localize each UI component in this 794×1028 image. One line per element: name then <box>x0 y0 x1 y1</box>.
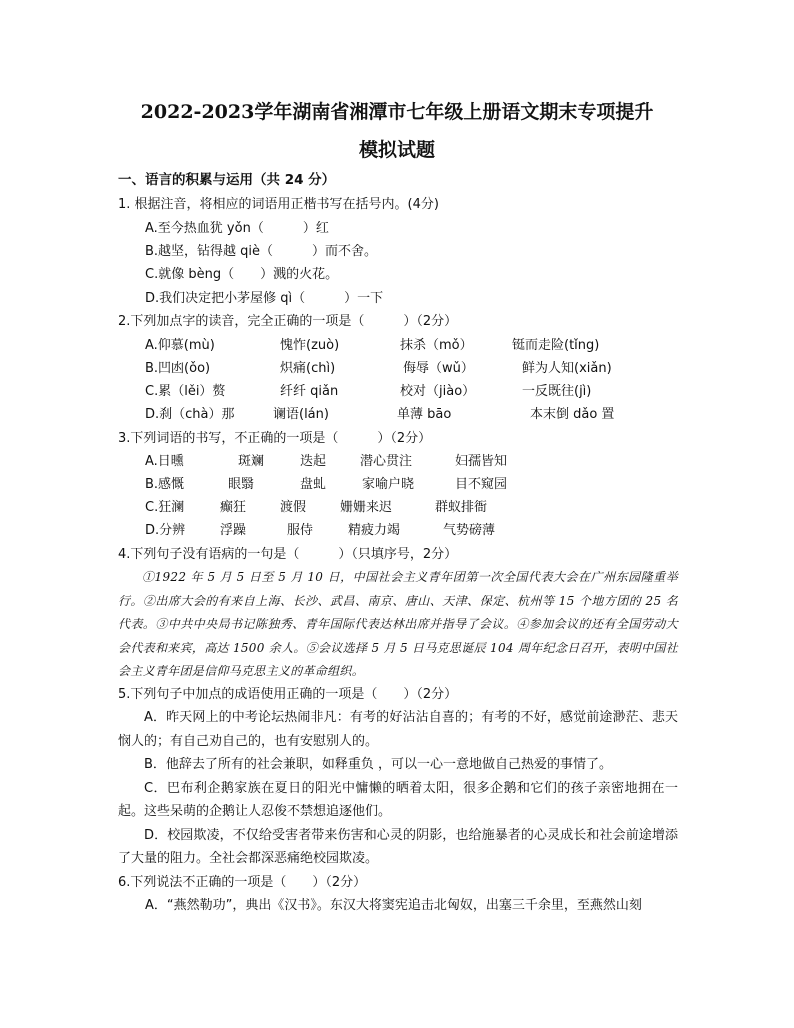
question-2-a-item-1: A.仰慕(mù) <box>145 338 215 353</box>
question-3-a-item-3: 迭起 <box>300 454 327 469</box>
question-3-b-item-1: B.感慨 <box>145 477 185 492</box>
question-3-a-item-2: 斑斓 <box>238 454 265 469</box>
question-3-stem: 3.下列词语的书写，不正确的一项是（ ）（2分） <box>118 431 432 446</box>
question-2-c-item-2: 纤纤 qiǎn <box>280 384 339 399</box>
question-4-stem: 4.下列句子没有语病的一句是（ ）（只填序号，2分） <box>118 547 458 562</box>
question-5-options <box>118 706 678 871</box>
question-2-d-item-1: D.刹（chà）那 <box>145 407 235 422</box>
page-subtitle: 模拟试题 <box>358 139 435 161</box>
question-5-option-a: A．昨天网上的中考论坛热闹非凡：有考的好沾沾自喜的；有考的不好，感觉前途渺茫、悲天悯人的；有自己劝自己的，也有安慰别人的。 <box>118 710 678 749</box>
question-2-b-item-2: 炽痛(chì) <box>280 361 336 376</box>
question-2-b-item-3: 侮辱（wǔ） <box>403 361 474 376</box>
question-5-option-c: C．巴布利企鹅家族在夏日的阳光中慵懒的晒着太阳，很多企鹅和它们的孩子亲密地拥在一起。这些呆萌的企鹅让人忍俊不禁想追逐他们。 <box>118 780 678 819</box>
question-4-passage-text: ①1922 年 5 月 5 日至 5 月 10 日，中国社会主义青年团第一次全国代表大会在广州东园隆重举行。②出席大会的有来自上海、长沙、武昌、南京、唐山、天津、保定、杭州等 15 个地方团的 25 名代表。③中共中央局书记陈独秀、青年国际代表达林出席并指导了会议。④参加会议的还有全国劳动大会代表和来宾，高达 1500 余人。⑤会议选择 5 月 5 日马克思诞辰 104 周年纪念日召开，表明中国社会主义青年团是信仰马克思主义的革命组织。 <box>118 570 678 678</box>
question-3-b-item-4: 家喻户晓 <box>362 477 415 492</box>
question-2-d-item-4: 本末倒 dǎo 置 <box>530 407 615 422</box>
question-2-c-item-3: 校对（jiào） <box>400 384 476 399</box>
question-6-option-a: A．“燕然勒功”，典出《汉书》。东汉大将窦宪追击北匈奴，出塞三千余里，至燕然山刻 <box>145 898 642 913</box>
question-3-a-item-5: 妇孺皆知 <box>455 454 508 469</box>
question-3-c-item-5: 群蚁排衙 <box>435 500 488 515</box>
question-1-option-d: D.我们决定把小茅屋修 qì（ ）一下 <box>145 291 384 306</box>
question-3-d-item-4: 精疲力竭 <box>348 523 401 538</box>
question-1-option-b: B.越坚，钻得越 qiè（ ）而不舍。 <box>145 244 378 259</box>
question-1-option-c: C.就像 bèng（ ）溅的火花。 <box>145 267 339 282</box>
question-3-c-item-1: C.狂澜 <box>145 500 185 515</box>
question-2-b-item-4: 鲜为人知(xiǎn) <box>522 361 612 376</box>
question-6-stem: 6.下列说法不正确的一项是（ ）（2分） <box>118 875 367 890</box>
question-5-option-d: D．校园欺凌，不仅给受害者带来伤害和心灵的阴影，也给施暴者的心灵成长和社会前途增添了大量的阻力。全社会都深恶痛绝校园欺凌。 <box>118 827 678 866</box>
question-3-a-item-1: A.日曛 <box>145 454 184 469</box>
question-2-b-item-1: B.凹凼(ǒo) <box>145 361 211 376</box>
question-3-d-item-3: 服侍 <box>287 523 314 538</box>
question-3-d-item-1: D.分辨 <box>145 523 186 538</box>
question-3-c-item-3: 渡假 <box>280 500 307 515</box>
question-3-d-item-2: 浮躁 <box>220 523 247 538</box>
question-3-b-item-5: 目不窥园 <box>455 477 508 492</box>
question-3-b-item-2: 眼翳 <box>228 477 255 492</box>
question-3-b-item-3: 盘虬 <box>300 477 327 492</box>
question-5-option-b: B．他辞去了所有的社会兼职，如释重负 ，可以一心一意地做自己热爱的事情了。 <box>144 757 613 772</box>
page-title: 2022-2023学年湖南省湘潭市七年级上册语文期末专项提升 <box>140 101 654 123</box>
question-2-stem: 2.下列加点字的读音，完全正确的一项是（ ）（2分） <box>118 314 458 329</box>
question-2-d-item-3: 单薄 bāo <box>397 407 452 422</box>
question-2-a-item-4: 铤而走险(tǐng) <box>512 338 600 353</box>
question-3-c-item-2: 癫狂 <box>220 500 247 515</box>
question-1-option-a: A.至今热血犹 yǒn（ ）红 <box>145 221 329 236</box>
question-2-c-item-1: C.累（lěi）赘 <box>145 384 226 399</box>
question-4-passage <box>118 566 678 684</box>
section-heading: 一、语言的积累与运用（共 24 分） <box>118 172 336 188</box>
question-2-c-item-4: 一反既往(jì) <box>522 384 592 399</box>
question-2-a-item-2: 愧怍(zuò) <box>280 338 340 353</box>
question-3-c-item-4: 姗姗来迟 <box>340 500 393 515</box>
question-5-stem: 5.下列句子中加点的成语使用正确的一项是（ ）（2分） <box>118 687 458 702</box>
question-1-stem: 1. 根据注音，将相应的词语用正楷书写在括号内。(4分) <box>118 197 439 212</box>
question-3-d-item-5: 气势磅薄 <box>443 523 496 538</box>
question-2-d-item-2: 谰语(lán) <box>273 407 329 422</box>
question-3-a-item-4: 潜心贯注 <box>360 454 413 469</box>
question-2-a-item-3: 抹杀（mǒ） <box>400 338 473 353</box>
